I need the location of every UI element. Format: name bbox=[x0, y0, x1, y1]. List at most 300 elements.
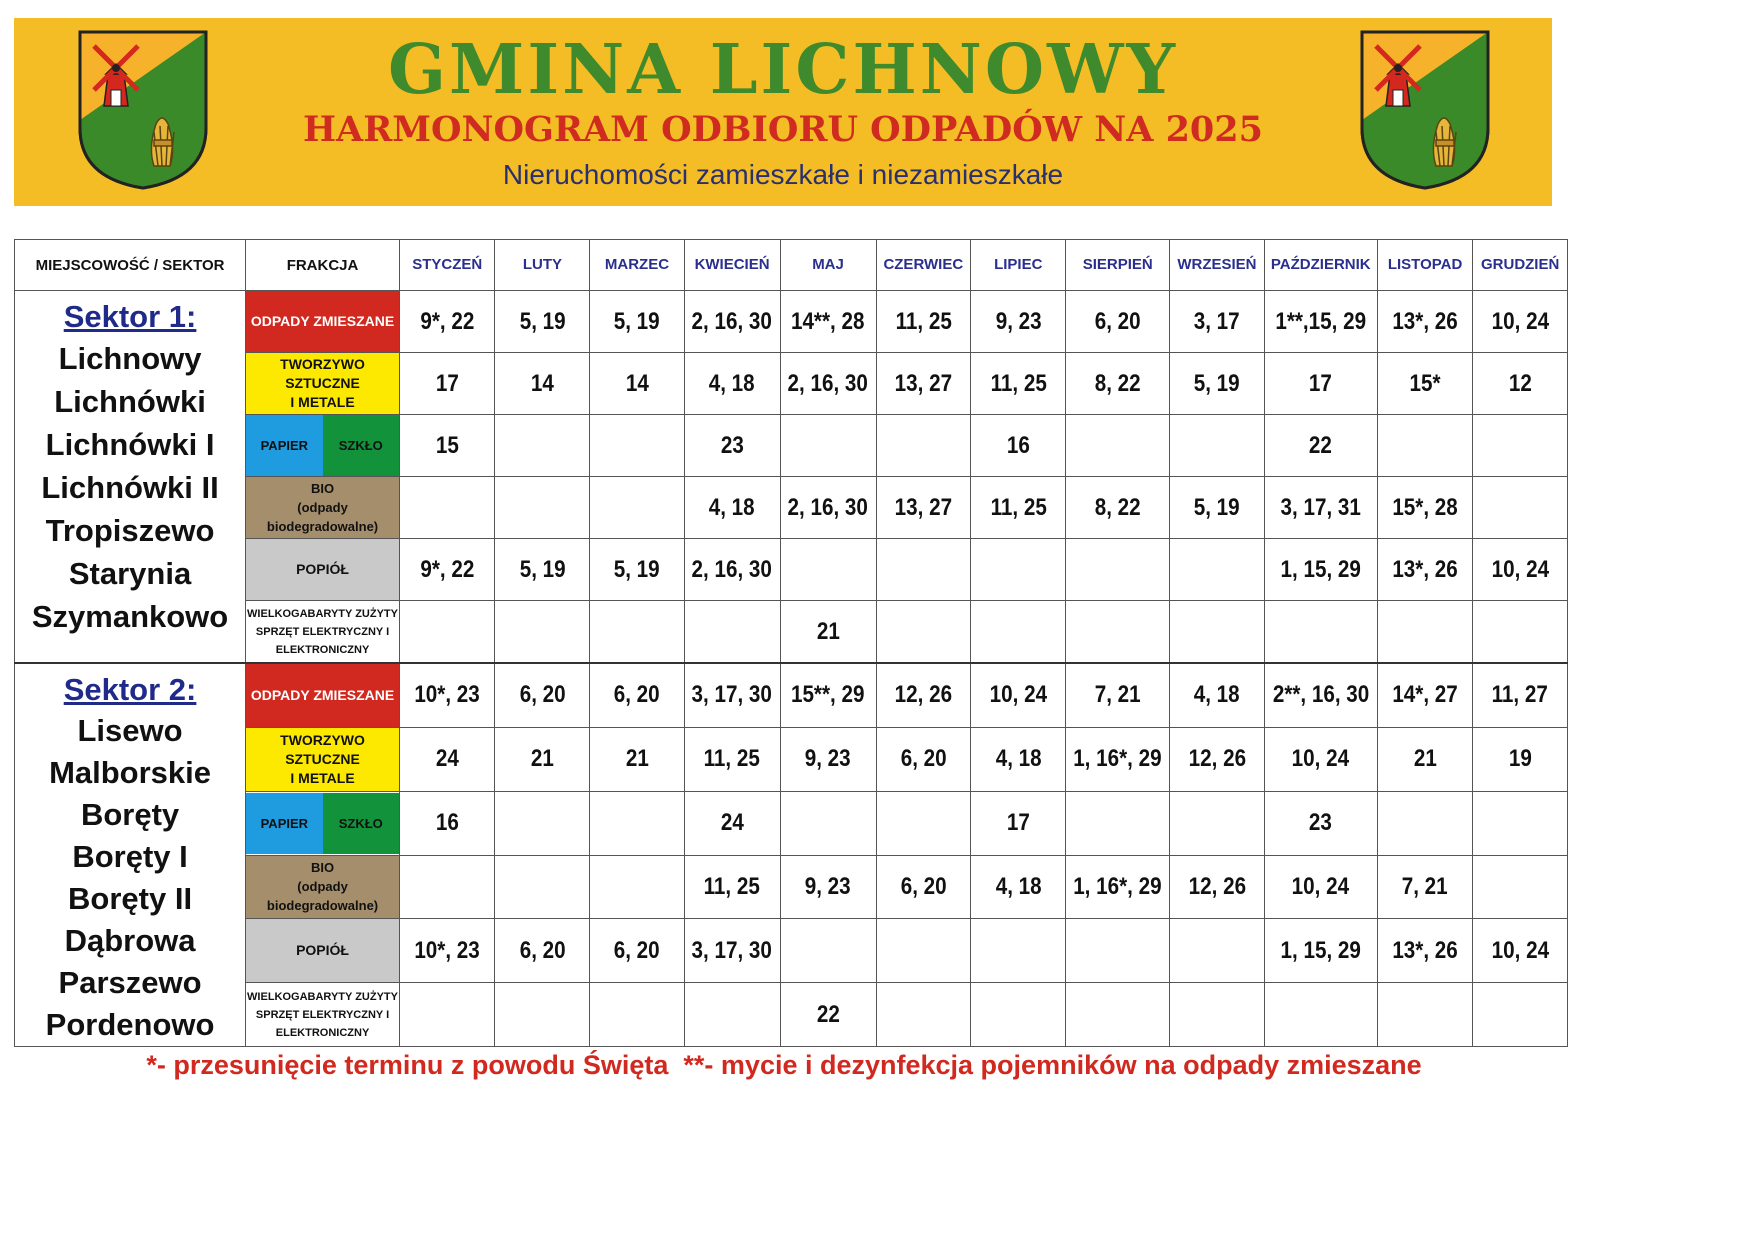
column-header-month: MAJ bbox=[780, 240, 876, 291]
fraction-paper bbox=[246, 793, 322, 854]
date-cell bbox=[399, 791, 495, 855]
date-cell bbox=[1066, 919, 1170, 983]
pickup-dates: 8, 22 bbox=[1094, 369, 1141, 397]
pickup-dates: 22 bbox=[816, 1000, 840, 1028]
pickup-dates: 10*, 23 bbox=[414, 936, 480, 964]
date-cell bbox=[1066, 477, 1170, 539]
date-cell bbox=[1473, 477, 1568, 539]
date-cell bbox=[1473, 663, 1568, 727]
date-cell bbox=[399, 353, 495, 415]
fraction-label: (odpady biodegradowalne) bbox=[266, 879, 379, 914]
date-cell bbox=[590, 539, 684, 601]
column-header-month: GRUDZIEŃ bbox=[1473, 240, 1568, 291]
pickup-dates: 6, 20 bbox=[614, 936, 660, 964]
town-name: Lichnowy bbox=[58, 341, 202, 376]
pickup-dates: 10, 24 bbox=[1491, 555, 1549, 583]
date-cell bbox=[1066, 291, 1170, 353]
town-name: Boręty II bbox=[68, 881, 193, 916]
date-cell bbox=[495, 855, 590, 919]
date-cell bbox=[399, 919, 495, 983]
pickup-dates: 6, 20 bbox=[519, 681, 566, 709]
fraction-label: WIELKOGABARYTY ZUŻYTY bbox=[247, 990, 398, 1003]
date-cell bbox=[590, 353, 684, 415]
date-cell bbox=[876, 727, 971, 791]
pickup-dates: 7, 21 bbox=[1402, 872, 1449, 900]
pickup-dates: 11, 25 bbox=[990, 493, 1047, 521]
table-row bbox=[15, 663, 1568, 727]
town-name: Lisewo bbox=[77, 713, 183, 748]
column-header-month: STYCZEŃ bbox=[399, 240, 495, 291]
date-cell bbox=[1170, 601, 1265, 664]
date-cell bbox=[495, 791, 590, 855]
column-header-location: MIEJSCOWOŚĆ / SEKTOR bbox=[15, 240, 246, 291]
column-header-month: SIERPIEŃ bbox=[1066, 240, 1170, 291]
date-cell bbox=[495, 477, 590, 539]
date-cell bbox=[590, 415, 684, 477]
pickup-dates: 13*, 26 bbox=[1392, 307, 1458, 335]
pickup-dates: 9*, 22 bbox=[420, 555, 475, 583]
pickup-dates: 10, 24 bbox=[1491, 307, 1549, 335]
date-cell bbox=[1264, 791, 1377, 855]
page-title: GMINA LICHNOWY bbox=[387, 30, 1179, 110]
date-cell bbox=[780, 415, 876, 477]
date-cell bbox=[1264, 353, 1377, 415]
table-row bbox=[15, 855, 1568, 919]
date-cell bbox=[495, 353, 590, 415]
date-cell bbox=[1170, 727, 1265, 791]
date-cell bbox=[590, 855, 684, 919]
date-cell bbox=[1170, 539, 1265, 601]
date-cell bbox=[684, 415, 780, 477]
pickup-dates: 21 bbox=[816, 617, 840, 645]
pickup-dates: 17 bbox=[435, 369, 459, 397]
date-cell bbox=[1377, 539, 1473, 601]
date-cell bbox=[1264, 983, 1377, 1047]
date-cell bbox=[1264, 601, 1377, 664]
date-cell bbox=[1377, 291, 1473, 353]
table-row bbox=[15, 601, 1568, 664]
fraction-bulky-electronics bbox=[246, 983, 400, 1047]
pickup-dates: 10, 24 bbox=[1491, 936, 1549, 964]
date-cell bbox=[876, 353, 971, 415]
pickup-dates: 13*, 26 bbox=[1392, 936, 1458, 964]
pickup-dates: 10, 24 bbox=[1292, 745, 1350, 773]
date-cell bbox=[1264, 919, 1377, 983]
pickup-dates: 15**, 29 bbox=[791, 681, 865, 709]
date-cell bbox=[1377, 477, 1473, 539]
date-cell bbox=[1377, 663, 1473, 727]
town-name: Parszewo bbox=[58, 965, 202, 1000]
fraction-label: I METALE bbox=[290, 769, 355, 786]
table-row bbox=[15, 415, 1568, 477]
date-cell bbox=[590, 477, 684, 539]
town-name: Lichnówki bbox=[54, 384, 206, 419]
footer-note: *- przesunięcie terminu z powodu Święta **- mycie i dezynfekcja pojemników na odpady zmieszane bbox=[146, 1050, 1422, 1080]
date-cell bbox=[590, 727, 684, 791]
fraction-label: BIO bbox=[310, 860, 335, 876]
date-cell bbox=[1170, 291, 1265, 353]
date-cell bbox=[1170, 983, 1265, 1047]
pickup-dates: 13*, 26 bbox=[1392, 555, 1458, 583]
sector-title: Sektor 1: bbox=[63, 299, 197, 334]
pickup-dates: 15*, 28 bbox=[1392, 493, 1458, 521]
pickup-dates: 2**, 16, 30 bbox=[1272, 681, 1369, 709]
date-cell bbox=[1473, 353, 1568, 415]
pickup-dates: 14 bbox=[530, 369, 554, 397]
town-name: Pordenowo bbox=[45, 1007, 215, 1042]
date-cell bbox=[971, 983, 1066, 1047]
fraction-label: WIELKOGABARYTY ZUŻYTY bbox=[247, 607, 398, 620]
date-cell bbox=[1264, 663, 1377, 727]
pickup-dates: 5, 19 bbox=[1193, 369, 1240, 397]
pickup-dates: 2, 16, 30 bbox=[691, 555, 773, 583]
date-cell bbox=[971, 727, 1066, 791]
date-cell bbox=[876, 855, 971, 919]
date-cell bbox=[971, 353, 1066, 415]
date-cell bbox=[780, 983, 876, 1047]
coat-of-arms-right bbox=[1358, 28, 1492, 192]
date-cell bbox=[1264, 291, 1377, 353]
pickup-dates: 14 bbox=[625, 369, 649, 397]
pickup-dates: 21 bbox=[1413, 745, 1437, 773]
sector-2-cell bbox=[15, 663, 246, 1047]
schedule-table bbox=[14, 239, 1568, 1047]
fraction-label: TWORZYWO SZTUCZNE bbox=[280, 356, 365, 391]
date-cell bbox=[590, 601, 684, 664]
date-cell bbox=[1473, 539, 1568, 601]
date-cell bbox=[1066, 539, 1170, 601]
date-cell bbox=[495, 291, 590, 353]
date-cell bbox=[971, 291, 1066, 353]
date-cell bbox=[1377, 415, 1473, 477]
pickup-dates: 15 bbox=[435, 431, 459, 459]
fraction-label: SZKŁO bbox=[338, 815, 383, 831]
date-cell bbox=[684, 601, 780, 664]
date-cell bbox=[1473, 601, 1568, 664]
date-cell bbox=[876, 291, 971, 353]
date-cell bbox=[1170, 353, 1265, 415]
pickup-dates: 2, 16, 30 bbox=[787, 369, 869, 397]
fraction-ash bbox=[246, 539, 400, 601]
date-cell bbox=[1377, 727, 1473, 791]
column-header-month: WRZESIEŃ bbox=[1170, 240, 1265, 291]
date-cell bbox=[971, 663, 1066, 727]
date-cell bbox=[876, 791, 971, 855]
town-name: Lichnówki II bbox=[41, 470, 219, 505]
date-cell bbox=[1473, 919, 1568, 983]
date-cell bbox=[684, 353, 780, 415]
date-cell bbox=[1377, 919, 1473, 983]
date-cell bbox=[780, 539, 876, 601]
pickup-dates: 13, 27 bbox=[894, 493, 953, 521]
pickup-dates: 10*, 23 bbox=[414, 681, 480, 709]
date-cell bbox=[684, 983, 780, 1047]
pickup-dates: 4, 18 bbox=[995, 872, 1042, 900]
column-header-month: MARZEC bbox=[590, 240, 684, 291]
column-header-month: LISTOPAD bbox=[1377, 240, 1473, 291]
pickup-dates: 8, 22 bbox=[1094, 493, 1141, 521]
date-cell bbox=[876, 983, 971, 1047]
pickup-dates: 12, 26 bbox=[1188, 745, 1246, 773]
fraction-paper-glass bbox=[246, 791, 400, 855]
fraction-glass bbox=[323, 415, 399, 476]
town-name: Dąbrowa bbox=[64, 923, 196, 958]
table-row bbox=[15, 919, 1568, 983]
date-cell bbox=[971, 855, 1066, 919]
date-cell bbox=[876, 539, 971, 601]
table-header-row bbox=[15, 240, 1568, 291]
fraction-glass bbox=[323, 793, 399, 854]
pickup-dates: 21 bbox=[625, 745, 649, 773]
date-cell bbox=[1473, 791, 1568, 855]
pickup-dates: 4, 18 bbox=[709, 493, 756, 521]
pickup-dates: 10, 24 bbox=[1292, 872, 1350, 900]
fraction-label: SPRZĘT ELEKTRYCZNY I bbox=[255, 1008, 390, 1021]
pickup-dates: 10, 24 bbox=[989, 681, 1047, 709]
date-cell bbox=[399, 663, 495, 727]
date-cell bbox=[780, 919, 876, 983]
pickup-dates: 11, 27 bbox=[1492, 681, 1549, 709]
town-name: Tropiszewo bbox=[45, 513, 215, 548]
town-name: Lichnówki I bbox=[45, 427, 215, 462]
date-cell bbox=[1264, 727, 1377, 791]
pickup-dates: 6, 20 bbox=[900, 872, 947, 900]
date-cell bbox=[684, 291, 780, 353]
date-cell bbox=[1170, 663, 1265, 727]
pickup-dates: 12, 26 bbox=[894, 681, 953, 709]
fraction-label: POPIÓŁ bbox=[296, 942, 349, 959]
pickup-dates: 23 bbox=[1309, 809, 1333, 837]
pickup-dates: 1, 16*, 29 bbox=[1073, 872, 1162, 900]
table-row bbox=[15, 791, 1568, 855]
date-cell bbox=[1066, 855, 1170, 919]
date-cell bbox=[684, 727, 780, 791]
pickup-dates: 13, 27 bbox=[894, 369, 953, 397]
table-row bbox=[15, 353, 1568, 415]
pickup-dates: 3, 17 bbox=[1193, 307, 1240, 335]
pickup-dates: 6, 20 bbox=[900, 745, 947, 773]
date-cell bbox=[971, 539, 1066, 601]
pickup-dates: 6, 20 bbox=[519, 936, 566, 964]
date-cell bbox=[876, 919, 971, 983]
date-cell bbox=[1066, 663, 1170, 727]
date-cell bbox=[495, 539, 590, 601]
date-cell bbox=[1264, 539, 1377, 601]
date-cell bbox=[495, 727, 590, 791]
date-cell bbox=[399, 291, 495, 353]
pickup-dates: 21 bbox=[530, 745, 554, 773]
fraction-ash bbox=[246, 919, 400, 983]
pickup-dates: 14**, 28 bbox=[791, 307, 865, 335]
fraction-bio bbox=[246, 477, 400, 539]
date-cell bbox=[1377, 353, 1473, 415]
fraction-paper bbox=[246, 415, 322, 476]
date-cell bbox=[590, 983, 684, 1047]
pickup-dates: 4, 18 bbox=[1193, 681, 1240, 709]
fraction-label: TWORZYWO SZTUCZNE bbox=[280, 731, 365, 767]
date-cell bbox=[399, 539, 495, 601]
date-cell bbox=[1066, 727, 1170, 791]
column-header-month: PAŹDZIERNIK bbox=[1264, 240, 1377, 291]
pickup-dates: 3, 17, 30 bbox=[691, 681, 773, 709]
date-cell bbox=[1473, 855, 1568, 919]
date-cell bbox=[971, 919, 1066, 983]
fraction-paper-glass bbox=[246, 415, 400, 477]
pickup-dates: 6, 20 bbox=[1094, 307, 1141, 335]
fraction-label: POPIÓŁ bbox=[296, 561, 349, 577]
pickup-dates: 1, 16*, 29 bbox=[1073, 745, 1162, 773]
date-cell bbox=[1473, 983, 1568, 1047]
date-cell bbox=[684, 539, 780, 601]
pickup-dates: 17 bbox=[1006, 809, 1030, 837]
pickup-dates: 24 bbox=[720, 809, 744, 837]
date-cell bbox=[780, 477, 876, 539]
date-cell bbox=[1170, 791, 1265, 855]
date-cell bbox=[399, 415, 495, 477]
pickup-dates: 4, 18 bbox=[995, 745, 1042, 773]
date-cell bbox=[780, 727, 876, 791]
date-cell bbox=[876, 415, 971, 477]
pickup-dates: 24 bbox=[435, 745, 459, 773]
pickup-dates: 19 bbox=[1508, 745, 1532, 773]
date-cell bbox=[684, 855, 780, 919]
pickup-dates: 23 bbox=[720, 431, 744, 459]
pickup-dates: 5, 19 bbox=[519, 555, 566, 583]
date-cell bbox=[1066, 353, 1170, 415]
town-name: Szymankowo bbox=[31, 599, 229, 634]
date-cell bbox=[780, 855, 876, 919]
date-cell bbox=[684, 663, 780, 727]
date-cell bbox=[495, 663, 590, 727]
town-name: Starynia bbox=[68, 556, 192, 591]
pickup-dates: 9, 23 bbox=[995, 307, 1042, 335]
pickup-dates: 16 bbox=[435, 809, 459, 837]
column-header-fraction: FRAKCJA bbox=[246, 240, 400, 291]
date-cell bbox=[971, 415, 1066, 477]
town-name: Malborskie bbox=[49, 755, 212, 790]
fraction-label: PAPIER bbox=[260, 815, 309, 831]
date-cell bbox=[399, 983, 495, 1047]
pickup-dates: 11, 25 bbox=[990, 369, 1047, 397]
pickup-dates: 14*, 27 bbox=[1392, 681, 1458, 709]
date-cell bbox=[1473, 291, 1568, 353]
date-cell bbox=[684, 919, 780, 983]
fraction-label: SPRZĘT ELEKTRYCZNY I bbox=[255, 625, 390, 638]
date-cell bbox=[876, 601, 971, 664]
date-cell bbox=[590, 919, 684, 983]
date-cell bbox=[399, 477, 495, 539]
date-cell bbox=[1066, 983, 1170, 1047]
date-cell bbox=[1170, 415, 1265, 477]
pickup-dates: 2, 16, 30 bbox=[787, 493, 869, 521]
pickup-dates: 1, 15, 29 bbox=[1280, 936, 1361, 964]
fraction-label: ODPADY ZMIESZANE bbox=[250, 313, 395, 329]
pickup-dates: 12, 26 bbox=[1188, 872, 1246, 900]
fraction-mixed-waste bbox=[246, 291, 400, 353]
sector-title: Sektor 2: bbox=[63, 672, 197, 707]
date-cell bbox=[1377, 855, 1473, 919]
fraction-label: ELEKTRONICZNY bbox=[275, 643, 370, 656]
pickup-dates: 22 bbox=[1309, 431, 1333, 459]
pickup-dates: 17 bbox=[1309, 369, 1333, 397]
table-row bbox=[15, 727, 1568, 791]
date-cell bbox=[1473, 415, 1568, 477]
pickup-dates: 7, 21 bbox=[1094, 681, 1141, 709]
pickup-dates: 5, 19 bbox=[614, 555, 660, 583]
pickup-dates: 5, 19 bbox=[519, 307, 566, 335]
date-cell bbox=[1170, 477, 1265, 539]
pickup-dates: 11, 25 bbox=[703, 872, 761, 900]
date-cell bbox=[590, 791, 684, 855]
date-cell bbox=[495, 983, 590, 1047]
date-cell bbox=[590, 291, 684, 353]
pickup-dates: 3, 17, 30 bbox=[691, 936, 773, 964]
date-cell bbox=[590, 663, 684, 727]
table-row bbox=[15, 983, 1568, 1047]
fraction-label: BIO bbox=[310, 481, 335, 496]
pickup-dates: 2, 16, 30 bbox=[691, 307, 773, 335]
date-cell bbox=[1170, 855, 1265, 919]
date-cell bbox=[1066, 601, 1170, 664]
sector-1-cell bbox=[15, 291, 246, 664]
pickup-dates: 9*, 22 bbox=[420, 307, 475, 335]
fraction-label: SZKŁO bbox=[338, 438, 383, 453]
date-cell bbox=[1473, 727, 1568, 791]
date-cell bbox=[495, 919, 590, 983]
date-cell bbox=[876, 663, 971, 727]
date-cell bbox=[780, 291, 876, 353]
date-cell bbox=[1264, 477, 1377, 539]
town-name: Boręty I bbox=[72, 839, 188, 874]
date-cell bbox=[1377, 983, 1473, 1047]
fraction-plastic-metal bbox=[246, 353, 400, 415]
date-cell bbox=[971, 791, 1066, 855]
date-cell bbox=[1264, 415, 1377, 477]
fraction-bio bbox=[246, 855, 400, 919]
table-row bbox=[15, 291, 1568, 353]
pickup-dates: 1**,15, 29 bbox=[1275, 307, 1367, 335]
pickup-dates: 5, 19 bbox=[614, 307, 660, 335]
date-cell bbox=[495, 415, 590, 477]
page-subtitle: HARMONOGRAM ODBIORU ODPADÓW NA 2025 bbox=[302, 109, 1263, 150]
date-cell bbox=[399, 727, 495, 791]
fraction-plastic-metal bbox=[246, 727, 400, 791]
fraction-label: ELEKTRONICZNY bbox=[275, 1026, 370, 1039]
pickup-dates: 6, 20 bbox=[614, 681, 660, 709]
column-header-month: LUTY bbox=[495, 240, 590, 291]
date-cell bbox=[495, 601, 590, 664]
pickup-dates: 1, 15, 29 bbox=[1280, 555, 1361, 583]
date-cell bbox=[684, 791, 780, 855]
pickup-dates: 16 bbox=[1006, 431, 1030, 459]
date-cell bbox=[399, 601, 495, 664]
column-header-month: CZERWIEC bbox=[876, 240, 971, 291]
header-banner bbox=[14, 18, 1552, 206]
fraction-label: I METALE bbox=[290, 394, 355, 410]
pickup-dates: 5, 19 bbox=[1193, 493, 1240, 521]
date-cell bbox=[1377, 791, 1473, 855]
date-cell bbox=[971, 477, 1066, 539]
column-header-month: LIPIEC bbox=[971, 240, 1066, 291]
pickup-dates: 9, 23 bbox=[805, 745, 851, 773]
fraction-label: ODPADY ZMIESZANE bbox=[250, 686, 395, 703]
date-cell bbox=[971, 601, 1066, 664]
date-cell bbox=[1377, 601, 1473, 664]
pickup-dates: 9, 23 bbox=[805, 872, 851, 900]
column-header-month: KWIECIEŃ bbox=[684, 240, 780, 291]
pickup-dates: 12 bbox=[1508, 369, 1532, 397]
date-cell bbox=[780, 663, 876, 727]
